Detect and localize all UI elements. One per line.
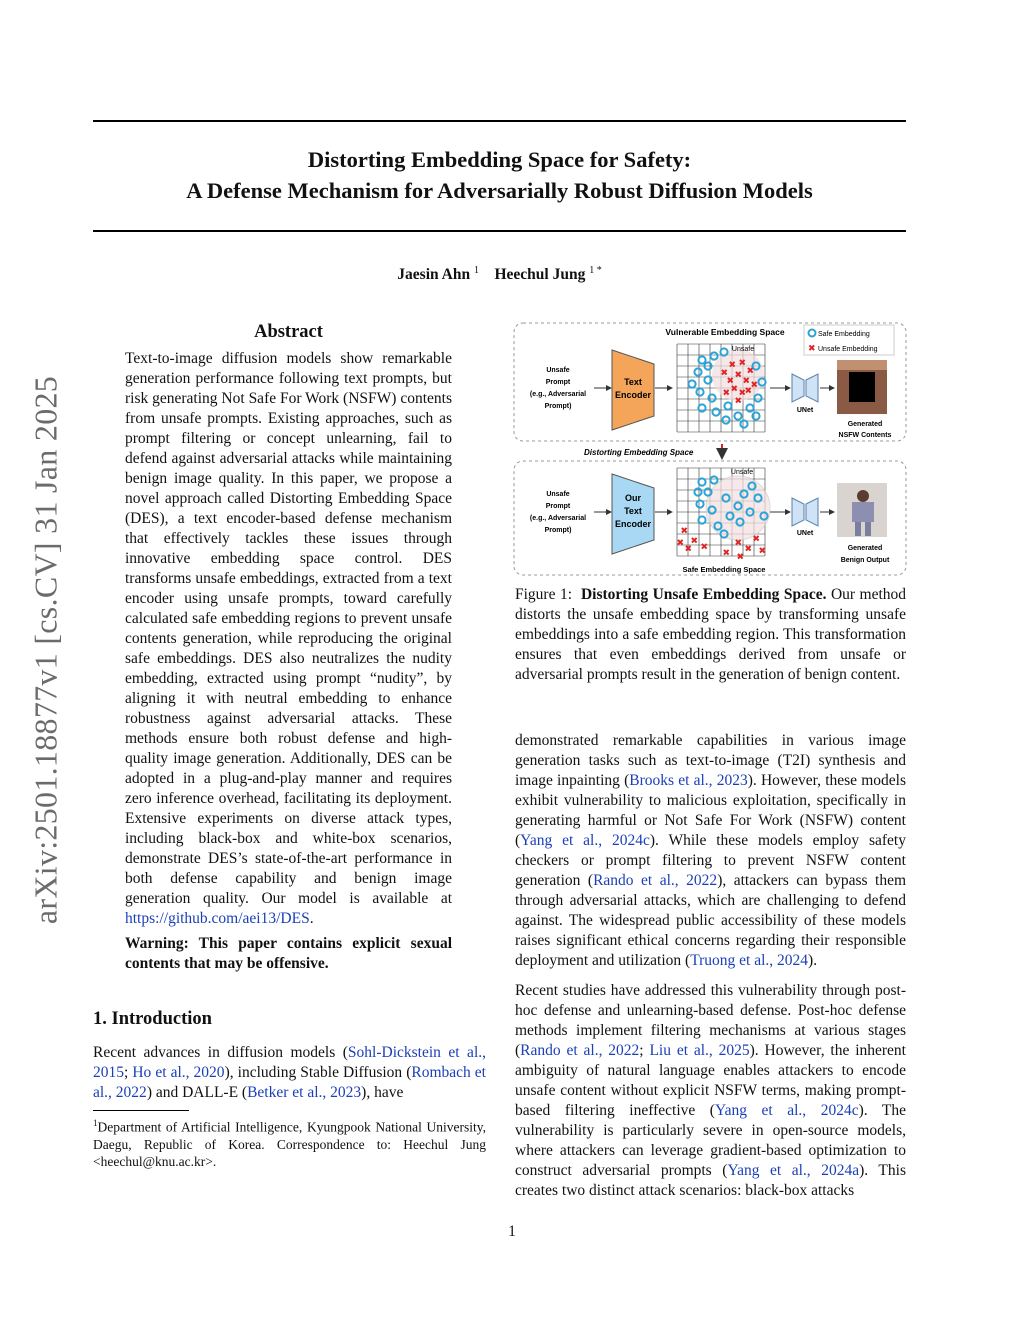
footnote-mark: 1 <box>93 1118 98 1128</box>
intro-sep: ; <box>124 1064 133 1081</box>
footnote-text: Department of Artificial Intelligence, Kyungpook National University, Daegu, Republic of Korea. Correspondence to: Heechul Jung <heechul@knu.ac.kr>. <box>93 1119 486 1169</box>
introduction-text <box>93 1043 486 1103</box>
intro-text-c: ) and DALL-E ( <box>146 1084 248 1101</box>
our-encoder-l1: Our <box>624 493 642 503</box>
our-encoder-l2: Text <box>624 506 642 516</box>
safe-embedding-point <box>708 394 715 401</box>
safe-embedding-point <box>752 412 759 419</box>
unsafe-embedding-point: ✖ <box>730 383 739 394</box>
unsafe-embedding-point: ✖ <box>722 547 731 558</box>
author-2-mark: 1 * <box>589 265 602 276</box>
rc1-b: ). However, these models exhibit vulnerability to malicious exploitation, specifically in generating harmful or Not Safe For Work (NSFW) content ( <box>515 772 907 849</box>
top-prompt-l2: Prompt <box>545 379 571 386</box>
text-encoder-l2: Encoder <box>614 390 652 400</box>
title-bottom-rule <box>93 230 906 232</box>
title-top-rule <box>93 120 906 122</box>
rc1-a: demonstrated remarkable capabilities in various image generation tasks such as text-to-image (T2I) synthesis and image inpainting ( <box>515 732 906 789</box>
benign-image-leg-r <box>865 522 871 536</box>
paper-title <box>93 144 906 206</box>
legend-unsafe: Unsafe Embedding <box>818 346 878 353</box>
safe-embedding-point <box>694 368 701 375</box>
top-unsafe-label: Unsafe <box>731 346 755 353</box>
safe-embedding-point <box>746 404 753 411</box>
rc1-e: ). <box>808 952 818 969</box>
citation-brooks[interactable]: Brooks et al., 2023 <box>629 772 748 789</box>
legend-unsafe-icon: ✖ <box>808 343 816 353</box>
top-unet-right <box>806 374 818 402</box>
safe-embedding-point <box>712 408 719 415</box>
caption-bold: Distorting Unsafe Embedding Space. <box>580 586 827 603</box>
rc2-a: Recent studies have addressed this vulnerability through post-hoc defense and unlearning-based defense. Post-hoc defense methods implement filtering mechanisms at various stages ( <box>515 982 906 1059</box>
our-encoder-l3: Encoder <box>614 519 652 529</box>
nsfw-image-censor <box>849 372 875 402</box>
safe-embedding-point <box>734 412 741 419</box>
unsafe-embedding-point: ✖ <box>752 533 761 544</box>
citation-yang-2024a[interactable]: Yang et al., 2024a <box>727 1162 860 1179</box>
benign-l1: Generated <box>847 545 883 552</box>
content-warning: Warning: This paper contains explicit sexual contents that may be offensive. <box>125 935 452 972</box>
safe-embedding-point <box>696 388 703 395</box>
figure-1 <box>512 320 908 578</box>
legend-safe: Safe Embedding <box>818 331 870 338</box>
figure-1-caption <box>515 585 906 685</box>
unsafe-embedding-point: ✖ <box>726 375 735 386</box>
unsafe-embedding-point: ✖ <box>744 385 753 396</box>
unsafe-embedding-point: ✖ <box>690 535 699 546</box>
unsafe-embedding-point: ✖ <box>742 375 751 386</box>
benign-image-leg-l <box>855 522 861 536</box>
citation-liu[interactable]: Liu et al., 2025 <box>649 1042 750 1059</box>
safe-embedding-point <box>724 402 731 409</box>
author-1: Jaesin Ahn <box>397 266 471 284</box>
arxiv-stamp: arXiv:2501.18877v1 [cs.CV] 31 Jan 2025 <box>27 375 64 925</box>
benign-image-head <box>857 490 869 502</box>
caption-text: Our method distorts the unsafe embedding space by transforming unsafe embeddings into a safe embedding region. This transformation ensures that even embeddings derived from unsafe or adversarial prompts result in the generation of benign content. <box>515 586 907 683</box>
rc2-c: ). The vulnerability is particularly severe in open-source models, where attackers can leverage gradient-based optimization to construct adversarial prompts ( <box>515 1102 906 1179</box>
right-col-paragraph-2 <box>515 981 906 1201</box>
nsfw-l2: NSFW Contents <box>838 432 892 439</box>
unsafe-embedding-point: ✖ <box>738 387 747 398</box>
nsfw-image-top <box>837 360 887 370</box>
distort-label: Distorting Embedding Space <box>584 448 694 457</box>
citation-yang-2024c[interactable]: Yang et al., 2024c <box>520 832 650 849</box>
top-unet-label: UNet <box>796 407 814 414</box>
unsafe-embedding-point: ✖ <box>734 395 743 406</box>
introduction-heading: 1. Introduction <box>93 1009 212 1029</box>
unsafe-embedding-point: ✖ <box>734 537 743 548</box>
safe-space-label: Safe Embedding Space <box>682 565 766 574</box>
unsafe-embedding-point: ✖ <box>728 359 737 370</box>
citation-rando[interactable]: Rando et al., 2022 <box>593 872 718 889</box>
abstract-end: . <box>309 910 314 927</box>
citation-truong[interactable]: Truong et al., 2024 <box>690 952 809 969</box>
safe-embedding-point <box>698 356 705 363</box>
bottom-prompt-l3: (e.g., Adversarial <box>529 515 587 522</box>
unsafe-embedding-point: ✖ <box>722 387 731 398</box>
safe-embedding-point <box>696 500 703 507</box>
bottom-unet-label: UNet <box>796 530 814 537</box>
intro-text-a: Recent advances in diffusion models ( <box>93 1044 348 1061</box>
bottom-prompt-l4: Prompt) <box>544 527 572 534</box>
caption-prefix: Figure 1: <box>515 586 572 603</box>
bottom-unet-right <box>806 498 818 526</box>
safe-embedding-point <box>754 394 761 401</box>
safe-embedding-point <box>722 416 729 423</box>
rc2-sep: ; <box>639 1042 650 1059</box>
bottom-prompt-l2: Prompt <box>545 503 571 510</box>
footnote-rule <box>93 1110 189 1111</box>
safe-embedding-point <box>698 404 705 411</box>
unsafe-embedding-point: ✖ <box>684 543 693 554</box>
unsafe-embedding-point: ✖ <box>738 357 747 368</box>
nsfw-l1: Generated <box>847 421 883 428</box>
bottom-unsafe-label: Unsafe <box>730 469 754 476</box>
safe-embedding-point <box>740 420 747 427</box>
title-line-2: A Defense Mechanism for Adversarially Robust Diffusion Models <box>186 178 813 203</box>
top-panel-title: Vulnerable Embedding Space <box>665 327 785 337</box>
top-prompt-l1: Unsafe <box>546 367 570 374</box>
bottom-prompt-l1: Unsafe <box>546 491 570 498</box>
unsafe-embedding-point: ✖ <box>736 551 745 562</box>
unsafe-embedding-point: ✖ <box>758 545 767 556</box>
safe-embedding-point <box>688 380 695 387</box>
safe-embedding-point <box>698 478 705 485</box>
intro-text-b: ), including Stable Diffusion ( <box>224 1064 412 1081</box>
rc1-d: ), attackers can bypass them through adversarial attacks, which are challenging to defend against. The widespread public accessibility of these models raises significant ethical concerns regarding their responsible deployment and utilization ( <box>515 872 907 969</box>
text-encoder-l1: Text <box>624 377 642 387</box>
abstract-heading: Abstract <box>254 322 323 342</box>
abstract-body: Text-to-image diffusion models show remarkable generation performance following text prompts, but risk generating Not Safe For Work (NSFW) contents from unsafe prompts. Existing approaches, such as prompt filtering or concept unlearning, fail to defend against adversarial attacks while maintaining benign image quality. In this paper, we propose a novel approach called Distorting Embedding Space (DES), a text encoder-based defense mechanism that effectively tackles these issues through innovative embedding space control. DES transforms unsafe embeddings, extracted from a text encoder using unsafe prompts, toward carefully calculated safe embedding regions to prevent unsafe contents generation, while reproducing the original safe embeddings. DES also neutralizes the nudity embedding, extracted using prompt “nudity”, by aligning it with neutral embedding to enhance robustness against adversarial attacks. These methods ensure both robust defense and high-quality image generation. Additionally, DES can be adopted in a plug-and-play manner and requires zero inference overhead, facilitating its deployment. Extensive experiments on diverse attack types, including black-box and white-box scenarios, demonstrate DES’s state-of-the-art performance in both defense capability and benign image generation quality. Our model is available at <box>125 350 452 907</box>
page-number: 1 <box>508 1223 516 1240</box>
unsafe-embedding-point: ✖ <box>680 525 689 536</box>
citation-sohl-dickstein[interactable]: Sohl-Dickstein et al., 2015 <box>93 1044 486 1081</box>
safe-embedding-point <box>698 516 705 523</box>
author-2: Heechul Jung <box>494 266 586 284</box>
safe-embedding-point <box>704 376 711 383</box>
citation-ho[interactable]: Ho et al., 2020 <box>132 1064 225 1081</box>
safe-embedding-point <box>710 352 717 359</box>
unsafe-embedding-point: ✖ <box>676 537 685 548</box>
citation-yang-2024c-2[interactable]: Yang et al., 2024c <box>714 1102 859 1119</box>
right-col-paragraph-1 <box>515 731 906 971</box>
top-prompt-l4: Prompt) <box>544 403 572 410</box>
author-list <box>93 265 906 284</box>
rc2-b: ). However, the inherent ambiguity of natural language enables attackers to encode unsafe content without explicit NSFW terms, making prompt-based filtering ineffective ( <box>515 1042 906 1119</box>
top-unet-left <box>792 374 804 402</box>
benign-l2: Benign Output <box>840 557 890 564</box>
rc1-c: ). While these models employ safety checkers or prompt filtering to prevent NSFW content generation ( <box>515 832 906 889</box>
unsafe-embedding-point: ✖ <box>700 541 709 552</box>
unsafe-embedding-point: ✖ <box>734 369 743 380</box>
citation-betker[interactable]: Betker et al., 2023 <box>247 1084 362 1101</box>
unsafe-embedding-point: ✖ <box>720 367 729 378</box>
footnote <box>93 1115 486 1170</box>
citation-rando-2[interactable]: Rando et al., 2022 <box>520 1042 640 1059</box>
unsafe-embedding-point: ✖ <box>746 365 755 376</box>
safe-embedding-point <box>710 476 717 483</box>
citation-rombach[interactable]: Rombach et al., 2022 <box>93 1064 486 1101</box>
unsafe-embedding-point: ✖ <box>744 543 753 554</box>
abstract-text <box>125 349 452 929</box>
bottom-prompt-label <box>530 491 586 534</box>
top-prompt-l3: (e.g., Adversarial <box>529 391 587 398</box>
safe-embedding-point <box>694 488 701 495</box>
author-1-mark: 1 <box>473 265 479 276</box>
top-prompt-label <box>530 367 586 410</box>
bottom-unet-left <box>792 498 804 526</box>
unsafe-embedding-point: ✖ <box>750 379 759 390</box>
rc2-d: ). This creates two distinct attack scenarios: black-box attacks <box>515 1162 906 1199</box>
github-link[interactable]: https://github.com/aei13/DES <box>125 910 310 927</box>
intro-text-d: ), have <box>361 1084 404 1101</box>
benign-image-body <box>852 502 874 522</box>
title-line-1: Distorting Embedding Space for Safety: <box>307 147 692 172</box>
